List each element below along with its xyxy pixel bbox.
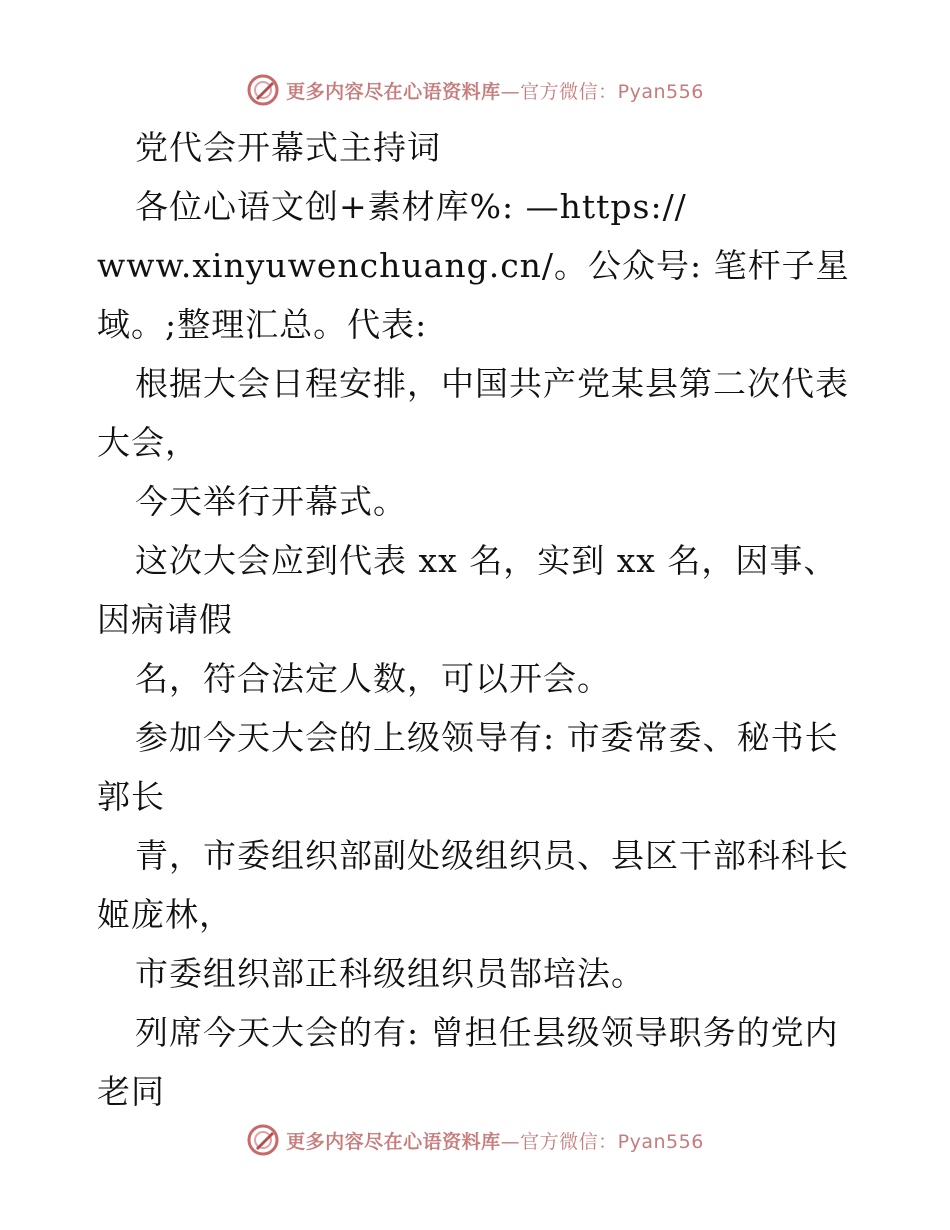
doc-line-13: 姬庞林， <box>97 895 233 934</box>
doc-title: 党代会开幕式主持词 <box>135 128 441 167</box>
doc-line-1: 各位心语文创+素材库%: —https:// <box>135 187 687 226</box>
header-banner-main: 更多内容尽在心语资料库 <box>286 80 501 103</box>
header-banner-text <box>286 77 704 104</box>
doc-line-14: 市委组织部正科级组织员郜培法。 <box>135 954 645 993</box>
doc-line-16: 老同 <box>97 1072 165 1111</box>
header-banner-rest: —官方微信：Pyan556 <box>500 80 704 103</box>
doc-line-10: 参加今天大会的上级领导有: 市委常委、秘书长 <box>135 718 839 757</box>
doc-line-8: 因病请假 <box>97 600 233 639</box>
doc-line-3: 域。;整理汇总。代表: <box>97 305 428 344</box>
doc-line-5: 大会， <box>97 423 199 462</box>
doc-line-11: 郭长 <box>97 777 165 816</box>
brand-logo-icon <box>246 73 280 107</box>
doc-line-12: 青，市委组织部副处级组织员、县区干部科科长 <box>135 836 849 875</box>
doc-line-6: 今天举行开幕式。 <box>135 482 407 521</box>
brand-logo-icon <box>246 1123 280 1157</box>
header-watermark-banner <box>0 70 950 110</box>
doc-line-9: 名，符合法定人数，可以开会。 <box>135 659 611 698</box>
doc-line-2: www.xinyuwenchuang.cn/。公众号: 笔杆子星 <box>97 246 850 285</box>
doc-line-15: 列席今天大会的有: 曾担任县级领导职务的党内 <box>135 1013 839 1052</box>
doc-line-4: 根据大会日程安排，中国共产党某县第二次代表 <box>135 364 849 403</box>
footer-banner-text <box>286 1127 704 1154</box>
document-body <box>97 118 857 1121</box>
footer-watermark-banner <box>0 1120 950 1160</box>
footer-banner-main: 更多内容尽在心语资料库 <box>286 1130 501 1153</box>
footer-banner-rest: —官方微信：Pyan556 <box>500 1130 704 1153</box>
doc-line-7: 这次大会应到代表 xx 名，实到 xx 名，因事、 <box>135 541 838 580</box>
